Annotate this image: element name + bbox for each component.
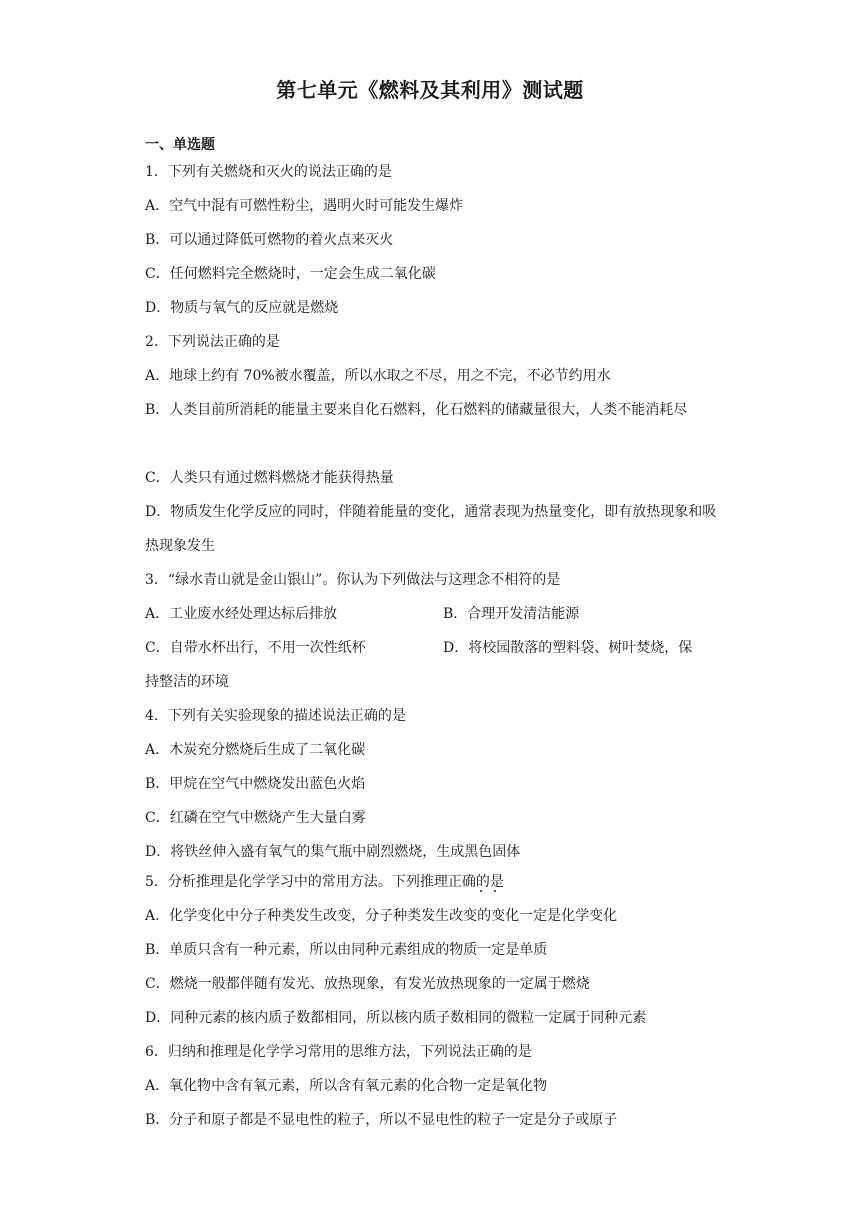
emphasis-dot (494, 890, 496, 892)
question-2-option-c: C．人类只有通过燃料燃烧才能获得热量 (145, 470, 394, 486)
question-3-option-d-continued: 持整洁的环境 (145, 674, 229, 690)
question-1-option-c: C．任何燃料完全燃烧时，一定会生成二氧化碳 (145, 266, 436, 282)
question-2-option-b: B．人类目前所消耗的能量主要来自化石燃料，化石燃料的储藏量很大，人类不能消耗尽 (145, 402, 688, 418)
question-1-option-d: D．物质与氧气的反应就是燃烧 (145, 300, 339, 316)
question-4-stem: 4．下列有关实验现象的描述说法正确的是 (145, 708, 406, 724)
question-5-option-c: C．燃烧一般都伴随有发光、放热现象，有发光放热现象的一定属于燃烧 (145, 976, 590, 992)
question-5-option-a: A．化学变化中分子种类发生改变，分子种类发生改变的变化一定是化学变化 (145, 908, 618, 924)
question-3-stem: 3．“绿水青山就是金山银山”。你认为下列做法与这理念不相符的是 (145, 572, 561, 588)
question-3-option-a: A．工业废水经处理达标后排放 (145, 606, 338, 622)
question-3-option-b: B．合理开发清洁能源 (443, 606, 580, 622)
question-3-option-c: C．自带水杯出行，不用一次性纸杯 (145, 640, 366, 656)
question-1-option-b: B．可以通过降低可燃物的着火点来灭火 (145, 232, 394, 248)
question-4-option-b: B．甲烷在空气中燃烧发出蓝色火焰 (145, 776, 366, 792)
question-3-option-d: D．将校园散落的塑料袋、树叶焚烧，保 (443, 640, 693, 656)
section-heading: 一、单选题 (145, 137, 215, 153)
question-4-option-d: D．将铁丝伸入盛有氧气的集气瓶中剧烈燃烧，生成黑色固体 (145, 844, 521, 860)
question-2-option-d: D．物质发生化学反应的同时，伴随着能量的变化，通常表现为热量变化，即有放热现象和吸热现象发生 (145, 504, 717, 554)
question-6-stem: 6．归纳和推理是化学学习常用的思维方法，下列说法正确的是 (145, 1044, 532, 1060)
question-4-option-c: C．红磷在空气中燃烧产生大量白雾 (145, 810, 366, 826)
question-2-stem: 2．下列说法正确的是 (145, 334, 280, 350)
page-title: 第七单元《燃料及其利用》测试题 (276, 78, 584, 102)
question-1-option-a: A．空气中混有可燃性粉尘，遇明火时可能发生爆炸 (145, 198, 464, 214)
question-6-option-b: B．分子和原子都是不显电性的粒子，所以不显电性的粒子一定是分子或原子 (145, 1112, 618, 1128)
question-6-option-a: A．氧化物中含有氧元素，所以含有氧元素的化合物一定是氧化物 (145, 1078, 548, 1094)
question-5-stem: 5．分析推理是化学学习中的常用方法。下列推理正确的是 (145, 874, 504, 890)
question-4-option-a: A．木炭充分燃烧后生成了二氧化碳 (145, 742, 366, 758)
emphasis-dot (480, 890, 482, 892)
question-1-stem: 1．下列有关燃烧和灭火的说法正确的是 (145, 164, 392, 180)
question-5-option-d: D．同种元素的核内质子数都相同，所以核内质子数相同的微粒一定属于同种元素 (145, 1010, 647, 1026)
question-2-option-a: A．地球上约有 70%被水覆盖，所以水取之不尽，用之不完，不必节约用水 (145, 368, 611, 384)
question-5-option-b: B．单质只含有一种元素，所以由同种元素组成的物质一定是单质 (145, 942, 548, 958)
